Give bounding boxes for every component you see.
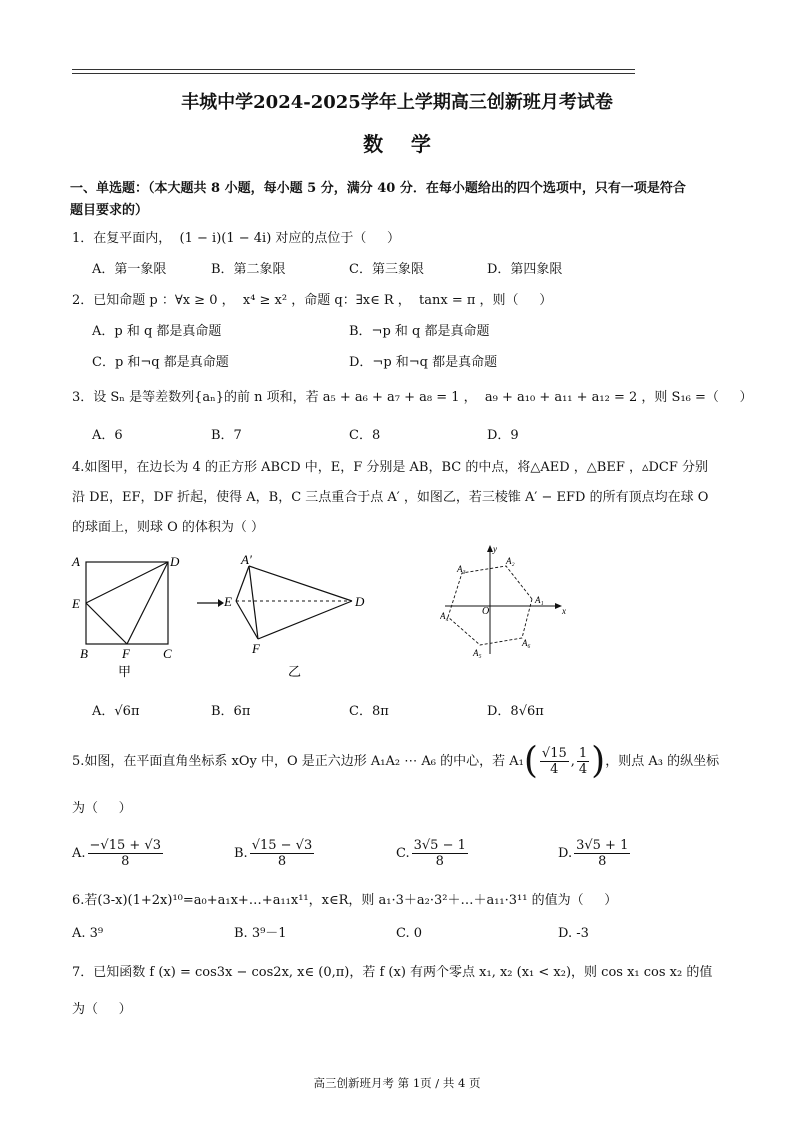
q3-option-b: B．7 xyxy=(211,428,242,443)
section-heading-cont: 题目要求的） xyxy=(70,203,149,218)
q4-option-b: B．6π xyxy=(211,704,251,719)
label-a: A xyxy=(72,554,80,569)
caption-jia: 甲 xyxy=(118,665,132,680)
label-x: x xyxy=(562,606,566,616)
segment-ef xyxy=(86,603,127,644)
edge-e-f xyxy=(236,601,258,639)
q5-option-b-den: 8 xyxy=(277,854,287,869)
q5-option-a-frac xyxy=(88,838,163,869)
q1-option-b: B．第二象限 xyxy=(211,262,286,277)
q2-option-d: D．¬p 和¬q 都是真命题 xyxy=(349,355,498,370)
q2-option-b: B．¬p 和 q 都是真命题 xyxy=(349,324,490,339)
label-a5: A₅ xyxy=(473,648,482,658)
q5-stem-line2: 为（ ） xyxy=(72,801,132,816)
label-a2: A₂ xyxy=(506,556,515,566)
section-heading: 一、单选题：（本大题共 8 小题，每小题 5 分，满分 40 分．在每小题给出的四个选项中，只有一项是符合 xyxy=(70,181,686,196)
q5-option-c-den: 8 xyxy=(435,854,444,869)
figure-jia xyxy=(70,552,185,682)
q2-option-c: C．p 和¬q 都是真命题 xyxy=(92,355,229,370)
q5-stem-line1: 5.如图，在平面直角坐标系 xOy 中，O 是正六边形 A₁A₂ ⋯ A₆ 的中心，若 A₁( $\frac{√15}{4}$ , $\frac{1}{4}$ )，则点 A₃ 的纵坐标 xyxy=(72,740,720,782)
q5-frac-y-num: 1 xyxy=(578,746,588,761)
q6-option-c: C. 0 xyxy=(396,926,423,941)
subject-title: 数 学 xyxy=(363,132,431,156)
q2-option-a: A．p 和 q 都是真命题 xyxy=(92,324,222,339)
q5-stem-post: ，则点 A₃ 的纵坐标 xyxy=(605,754,720,769)
q7-stem-line1: 7．已知函数 f (x) = cos3x − cos2x, x∈ (0,π)，若 f (x) 有两个零点 x₁, x₂ (x₁ < x₂)，则 cos x₁ cos x₂ 的值 xyxy=(72,965,713,980)
q3-option-d: D．9 xyxy=(487,428,519,443)
q5-option-a xyxy=(72,838,165,869)
label-f: F xyxy=(252,641,260,656)
q3-option-c: C．8 xyxy=(349,428,381,443)
label-o: O xyxy=(482,606,490,617)
q1-option-d: D．第四象限 xyxy=(487,262,563,277)
q2-stem: 2．已知命题 p ：∀x ≥ 0 ， x⁴ ≥ x² ，命题 q：∃x∈ R ， tanx = π ，则（ ） xyxy=(72,293,553,308)
q5-option-a-den: 8 xyxy=(121,854,130,869)
label-a3: A₃ xyxy=(457,564,466,574)
q6-option-b: B. 3⁹－1 xyxy=(234,926,287,941)
q5-frac-y-den: 4 xyxy=(578,762,588,777)
figure-hexagon xyxy=(440,542,570,662)
page-footer: 高三创新班月考 第 1页 / 共 4 页 xyxy=(313,1076,481,1090)
q3-stem: 3．设 Sₙ 是等差数列{aₙ}的前 n 项和，若 a₅ + a₆ + a₇ + a₈ = 1 ， a₉ + a₁₀ + a₁₁ + a₁₂ = 2 ，则 S₁₆ =（ ） xyxy=(72,390,753,405)
segment-df xyxy=(127,562,168,644)
label-e: E xyxy=(72,596,80,611)
q5-frac-x-den: 4 xyxy=(550,762,559,777)
paren-left: ( xyxy=(523,740,538,782)
label-a6: A₆ xyxy=(522,638,531,648)
square-abcd xyxy=(86,562,168,644)
q4-option-c: C．8π xyxy=(349,704,389,719)
q4-stem-line2: 沿 DE，EF，DF 折起，使得 A，B，C 三点重合于点 A′ ，如图乙，若三棱锥 A′ − EFD 的所有顶点均在球 O xyxy=(72,490,709,505)
q5-option-d-den: 8 xyxy=(598,854,607,869)
q5-frac-y xyxy=(577,746,589,777)
edge-a-f xyxy=(249,566,258,639)
header-rule-top xyxy=(72,69,635,70)
label-f: F xyxy=(122,646,130,661)
q3-option-a: A．6 xyxy=(92,428,123,443)
label-a4: A₄ xyxy=(440,611,449,621)
q5-option-b-label: B. xyxy=(234,846,248,861)
q5-option-b-frac xyxy=(250,838,315,869)
q5-option-d xyxy=(558,838,632,869)
edge-a-e xyxy=(236,566,249,601)
label-e: E xyxy=(224,594,232,609)
q4-stem-line1: 4.如图甲，在边长为 4 的正方形 ABCD 中，E，F 分别是 AB，BC 的中点，将△AED ，△BEF ，▵DCF 分别 xyxy=(72,460,709,475)
q5-option-d-frac xyxy=(574,838,630,869)
q5-option-b-num: √15 − √3 xyxy=(251,838,313,853)
q5-option-c-frac xyxy=(412,838,468,869)
q1-stem: 1．在复平面内， (1 − i)(1 − 4i) 对应的点位于（ ） xyxy=(72,231,401,246)
paren-right: ) xyxy=(591,740,606,782)
label-b: B xyxy=(80,646,88,661)
label-a1: A₁ xyxy=(535,595,544,605)
q6-stem: 6.若(3-x)(1+2x)¹⁰=a₀+a₁x+…+a₁₁x¹¹，x∈R，则 a₁·3＋a₂·3²＋…＋a₁₁·3¹¹ 的值为（ ） xyxy=(72,893,618,908)
header-rule-bottom xyxy=(72,73,635,74)
q5-frac-x-num: √15 xyxy=(541,746,567,761)
q6-option-a: A. 3⁹ xyxy=(72,926,104,941)
figure-yi xyxy=(192,552,377,682)
q5-option-b xyxy=(234,838,316,869)
q5-option-a-label: A. xyxy=(72,846,86,861)
q7-stem-line2: 为（ ） xyxy=(72,1002,132,1017)
x-axis-arrow xyxy=(555,603,562,609)
q5-frac-x xyxy=(540,746,569,777)
q1-option-a: A．第一象限 xyxy=(92,262,167,277)
q1-option-c: C．第三象限 xyxy=(349,262,424,277)
exam-title: 丰城中学2024-2025学年上学期高三创新班月考试卷 xyxy=(181,92,613,113)
label-d: D xyxy=(170,554,180,569)
q4-option-d: D．8√6π xyxy=(487,704,544,719)
caption-yi: 乙 xyxy=(288,665,302,680)
label-y: y xyxy=(493,544,497,554)
q5-option-a-num: −√15 + √3 xyxy=(89,838,161,853)
segment-ed xyxy=(86,562,168,603)
label-a-prime: A′ xyxy=(241,552,252,567)
q4-stem-line3: 的球面上，则球 O 的体积为（ ） xyxy=(72,520,265,535)
q5-option-c-num: 3√5 − 1 xyxy=(413,838,466,853)
q4-option-a: A．√6π xyxy=(92,704,140,719)
edge-f-d xyxy=(258,601,352,639)
q5-option-d-label: D. xyxy=(558,846,573,861)
label-c: C xyxy=(163,646,172,661)
q5-stem-pre: 5.如图，在平面直角坐标系 xOy 中，O 是正六边形 A₁A₂ ⋯ A₆ 的中心，若 A₁ xyxy=(72,754,524,769)
edge-a-d xyxy=(249,566,352,601)
label-d: D xyxy=(355,594,365,609)
q5-option-c-label: C. xyxy=(396,846,410,861)
q6-option-d: D. -3 xyxy=(558,926,589,941)
q5-option-d-num: 3√5 + 1 xyxy=(576,838,629,853)
q5-option-c xyxy=(396,838,470,869)
